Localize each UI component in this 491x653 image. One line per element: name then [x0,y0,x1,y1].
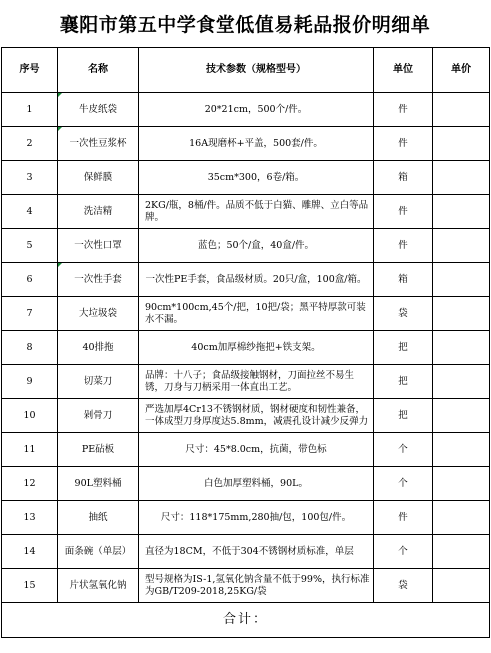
row-item-name: PE砧板 [58,433,139,467]
row-unit: 件 [374,229,433,263]
row-item-name: 面条碗（单层） [58,535,139,569]
table-row [2,331,490,365]
table-row [2,127,490,161]
row-unit: 个 [374,467,433,501]
row-price-cell [433,297,490,331]
row-spec: 90cm*100cm,45个/把，10把/袋；黑平特厚款可装水不漏。 [139,297,374,331]
table-header-row [2,48,490,93]
total-row [2,603,490,638]
table-row [2,195,490,229]
row-spec: 2KG/瓶，8桶/件。品质不低于白猫、雕牌、立白等品牌。 [139,195,374,229]
table-row [2,467,490,501]
row-unit: 袋 [374,297,433,331]
row-spec: 白色加厚塑料桶，90L。 [139,467,374,501]
table-row [2,229,490,263]
total-label: 合计： [2,603,490,638]
header-price: 单价 [433,48,490,93]
row-spec: 严选加厚4Cr13不锈钢材质，钢材硬度和韧性兼备，一体成型刀身厚度达5.8mm，减震孔设计减少反弹力 [139,399,374,433]
row-unit: 件 [374,127,433,161]
row-unit: 个 [374,433,433,467]
row-price-cell [433,127,490,161]
row-price-cell [433,365,490,399]
row-spec: 40cm加厚棉纱拖把+铁支架。 [139,331,374,365]
table-row [2,399,490,433]
row-spec: 直径为18CM，不低于304不锈钢材质标准，单层 [139,535,374,569]
row-item-name: 洗洁精 [58,195,139,229]
row-spec: 尺寸：118*175mm,280抽/包，100包/件。 [139,501,374,535]
row-price-cell [433,229,490,263]
row-spec: 35cm*300，6卷/箱。 [139,161,374,195]
row-item-name: 一次性豆浆杯 [58,127,139,161]
table-row [2,297,490,331]
table-row [2,263,490,297]
row-spec: 20*21cm，500个/件。 [139,93,374,127]
table-row [2,501,490,535]
row-price-cell [433,263,490,297]
row-spec: 尺寸：45*8.0cm，抗菌，带色标 [139,433,374,467]
row-price-cell [433,195,490,229]
row-unit: 个 [374,535,433,569]
row-item-name: 切菜刀 [58,365,139,399]
table-row [2,365,490,399]
row-spec: 一次性PE手套，食品级材质。20只/盒，100盒/箱。 [139,263,374,297]
row-item-name: 一次性手套 [58,263,139,297]
header-name: 名称 [58,48,139,93]
row-index: 3 [2,161,58,195]
row-item-name: 40排拖 [58,331,139,365]
row-index: 2 [2,127,58,161]
row-index: 10 [2,399,58,433]
row-item-name: 剁骨刀 [58,399,139,433]
row-price-cell [433,331,490,365]
row-index: 12 [2,467,58,501]
row-item-name: 保鲜膜 [58,161,139,195]
row-item-name: 抽纸 [58,501,139,535]
row-index: 14 [2,535,58,569]
table-row [2,161,490,195]
row-price-cell [433,161,490,195]
row-index: 8 [2,331,58,365]
header-index: 序号 [2,48,58,93]
row-index: 4 [2,195,58,229]
row-price-cell [433,93,490,127]
row-spec: 蓝色；50个/盒，40盒/件。 [139,229,374,263]
row-item-name: 片状氢氧化钠 [58,569,139,603]
table-body [2,93,490,603]
row-item-name: 大垃圾袋 [58,297,139,331]
table-row [2,535,490,569]
row-spec: 16A现磨杯+平盖，500套/件。 [139,127,374,161]
document-title: 襄阳市第五中学食堂低值易耗品报价明细单 [59,14,431,36]
row-spec: 品牌：十八子；食品级接触钢材，刀面拉丝不易生锈，刀身与刀柄采用一体直出工艺。 [139,365,374,399]
row-item-name: 一次性口罩 [58,229,139,263]
row-unit: 件 [374,93,433,127]
row-item-name: 90L塑料桶 [58,467,139,501]
table-row [2,433,490,467]
row-unit: 件 [374,501,433,535]
row-price-cell [433,433,490,467]
quotation-sheet [1,0,489,651]
quotation-table [1,47,490,638]
row-unit: 把 [374,331,433,365]
row-price-cell [433,399,490,433]
row-index: 6 [2,263,58,297]
header-spec: 技术参数（规格型号） [139,48,374,93]
header-unit: 单位 [374,48,433,93]
row-unit: 件 [374,195,433,229]
row-unit: 把 [374,365,433,399]
row-item-name: 牛皮纸袋 [58,93,139,127]
row-index: 11 [2,433,58,467]
row-price-cell [433,569,490,603]
row-price-cell [433,535,490,569]
row-unit: 箱 [374,263,433,297]
row-price-cell [433,501,490,535]
row-unit: 袋 [374,569,433,603]
row-index: 13 [2,501,58,535]
row-unit: 把 [374,399,433,433]
table-row [2,93,490,127]
row-index: 1 [2,93,58,127]
row-unit: 箱 [374,161,433,195]
row-index: 9 [2,365,58,399]
row-price-cell [433,467,490,501]
row-index: 5 [2,229,58,263]
row-index: 15 [2,569,58,603]
row-index: 7 [2,297,58,331]
table-row [2,569,490,603]
row-spec: 型号规格为IS-1,氢氧化钠含量不低于99%，执行标准为GB/T209-2018,25KG/袋 [139,569,374,603]
